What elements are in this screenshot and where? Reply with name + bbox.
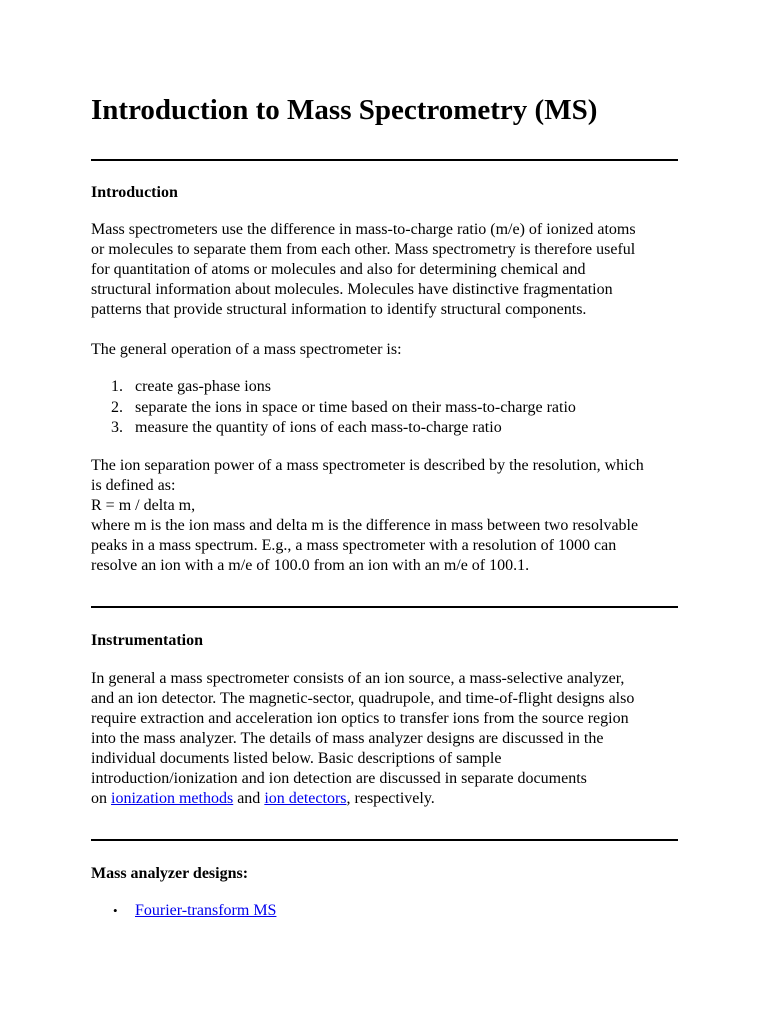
introduction-paragraph-1: [91, 220, 681, 320]
list-item: [91, 377, 576, 398]
text-line: into the mass analyzer. The details of mass analyzer designs are discussed in the: [91, 730, 604, 747]
resolution-paragraph: [91, 456, 681, 576]
introduction-paragraph-2: The general operation of a mass spectrometer is:: [91, 341, 402, 358]
list-item-text: measure the quantity of ions of each mass-to-charge ratio: [135, 419, 502, 436]
text-line: patterns that provide structural information to identify structural components.: [91, 301, 587, 318]
horizontal-rule: [91, 839, 678, 841]
list-item-text: create gas-phase ions: [135, 378, 271, 395]
horizontal-rule: [91, 606, 678, 608]
text-line: individual documents listed below. Basic descriptions of sample: [91, 750, 502, 767]
list-item: [91, 901, 276, 921]
list-number: 1.: [111, 378, 123, 395]
text-line: In general a mass spectrometer consists of an ion source, a mass-selective analyzer,: [91, 670, 625, 687]
text-line: peaks in a mass spectrum. E.g., a mass spectrometer with a resolution of 1000 can: [91, 537, 617, 554]
text-line: and an ion detector. The magnetic-sector, quadrupole, and time-of-flight designs also: [91, 690, 635, 707]
text-line: structural information about molecules. Molecules have distinctive fragmentation: [91, 281, 613, 298]
resolution-formula: R = m / delta m,: [91, 497, 196, 514]
text-line-with-links: [91, 789, 681, 809]
bullet-icon: •: [113, 903, 118, 918]
text-line: Mass spectrometers use the difference in mass-to-charge ratio (m/e) of ionized atoms: [91, 221, 636, 238]
instrumentation-heading: Instrumentation: [91, 632, 204, 649]
link-joiner-text: and: [233, 790, 265, 807]
list-number: 3.: [111, 419, 123, 436]
list-item: [91, 398, 576, 419]
text-line: The ion separation power of a mass spectrometer is described by the resolution, which: [91, 457, 644, 474]
fourier-transform-ms-link[interactable]: Fourier-transform MS: [135, 902, 277, 919]
list-number: 2.: [111, 398, 123, 416]
operation-steps-list: [91, 377, 576, 439]
link-prefix-text: on: [91, 790, 111, 807]
list-item-text: separate the ions in space or time based on their mass-to-charge ratio: [135, 398, 576, 416]
introduction-heading: Introduction: [91, 184, 178, 201]
text-line: is defined as:: [91, 477, 176, 494]
text-line: resolve an ion with a m/e of 100.0 from an ion with an m/e of 100.1.: [91, 557, 530, 574]
mass-analyzer-designs-heading: Mass analyzer designs:: [91, 865, 249, 882]
text-line: require extraction and acceleration ion optics to transfer ions from the source region: [91, 710, 629, 727]
instrumentation-paragraph: [91, 669, 681, 809]
ionization-methods-link[interactable]: ionization methods: [111, 790, 234, 807]
list-item: [91, 418, 576, 439]
text-line: or molecules to separate them from each other. Mass spectrometry is therefore useful: [91, 241, 636, 258]
page-title: Introduction to Mass Spectrometry (MS): [91, 94, 598, 126]
text-line: introduction/ionization and ion detection are discussed in separate documents: [91, 770, 587, 787]
link-suffix-text: , respectively.: [346, 790, 435, 807]
text-line: for quantitation of atoms or molecules and also for determining chemical and: [91, 261, 586, 278]
text-line: where m is the ion mass and delta m is the difference in mass between two resolvable: [91, 517, 639, 534]
horizontal-rule: [91, 159, 678, 161]
mass-analyzer-designs-list: [91, 901, 276, 921]
ion-detectors-link[interactable]: ion detectors: [264, 790, 347, 807]
